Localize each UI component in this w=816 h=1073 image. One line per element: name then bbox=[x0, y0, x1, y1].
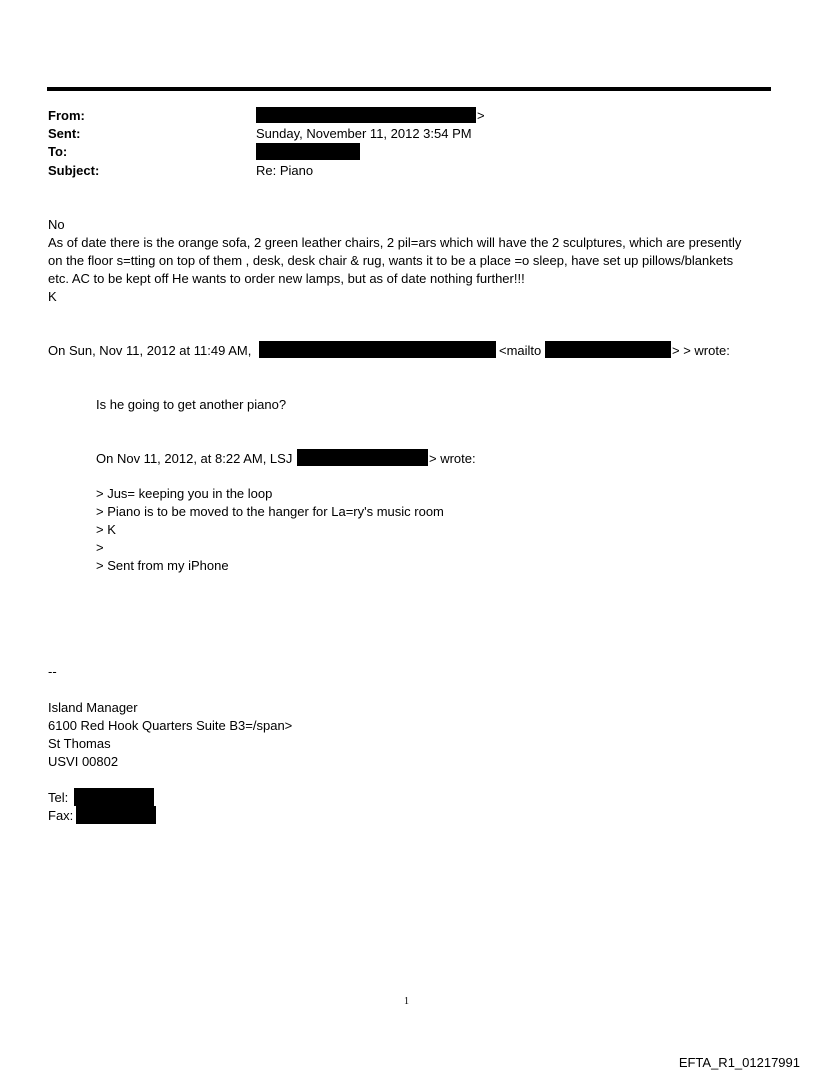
signature-address: 6100 Red Hook Quarters Suite B3=/span> bbox=[48, 718, 293, 733]
from-label: From: bbox=[48, 108, 85, 123]
document-id: EFTA_R1_01217991 bbox=[678, 1055, 800, 1070]
signature-address: St Thomas bbox=[48, 736, 111, 751]
quote2-prefix: On Nov 11, 2012, at 8:22 AM, LSJ bbox=[96, 451, 293, 466]
body-line: etc. AC to be kept off He wants to order new lamps, but as of date nothing further!!! bbox=[48, 271, 525, 286]
signature-title: Island Manager bbox=[48, 700, 138, 715]
subject-value: Re: Piano bbox=[256, 163, 314, 178]
signature-address: USVI 00802 bbox=[48, 754, 119, 769]
redaction-lsj-email bbox=[297, 449, 428, 466]
sent-label: Sent: bbox=[48, 126, 81, 141]
from-suffix: > bbox=[477, 108, 485, 123]
quote2-line: > bbox=[96, 540, 104, 555]
redaction-sender-email bbox=[545, 341, 671, 358]
quote2-line: > Sent from my iPhone bbox=[96, 558, 229, 573]
body-line: K bbox=[48, 289, 57, 304]
redaction-from bbox=[256, 107, 476, 123]
redaction-to bbox=[256, 143, 360, 160]
page-number: 1 bbox=[404, 996, 409, 1007]
subject-label: Subject: bbox=[48, 163, 100, 178]
fax-label: Fax: bbox=[48, 808, 74, 823]
redaction-tel bbox=[74, 788, 154, 806]
tel-label: Tel: bbox=[48, 790, 69, 805]
signature-separator: -- bbox=[48, 664, 57, 679]
body-line: on the floor s=tting on top of them , desk, desk chair & rug, wants it to be a place =o sleep, have set up pillows/blankets bbox=[48, 253, 734, 268]
quote1-question: Is he going to get another piano? bbox=[96, 397, 287, 412]
body-line: No bbox=[48, 217, 65, 232]
quote2-line: > K bbox=[96, 522, 116, 537]
redaction-fax bbox=[76, 806, 156, 824]
redaction-sender-name bbox=[259, 341, 496, 358]
quote2-line: > Jus= keeping you in the loop bbox=[96, 486, 273, 501]
quote2-line: > Piano is to be moved to the hanger for La=ry's music room bbox=[96, 504, 444, 519]
sent-value: Sunday, November 11, 2012 3:54 PM bbox=[256, 126, 472, 141]
quote1-prefix: On Sun, Nov 11, 2012 at 11:49 AM, bbox=[48, 343, 252, 358]
quote1-suffix: > > wrote: bbox=[672, 343, 730, 358]
header-rule bbox=[47, 87, 771, 91]
body-line: As of date there is the orange sofa, 2 green leather chairs, 2 pil=ars which will have the 2 sculptures, which are presently bbox=[48, 235, 742, 250]
to-label: To: bbox=[48, 144, 68, 159]
quote2-suffix: > wrote: bbox=[429, 451, 476, 466]
quote1-mailto: <mailto bbox=[499, 343, 542, 358]
